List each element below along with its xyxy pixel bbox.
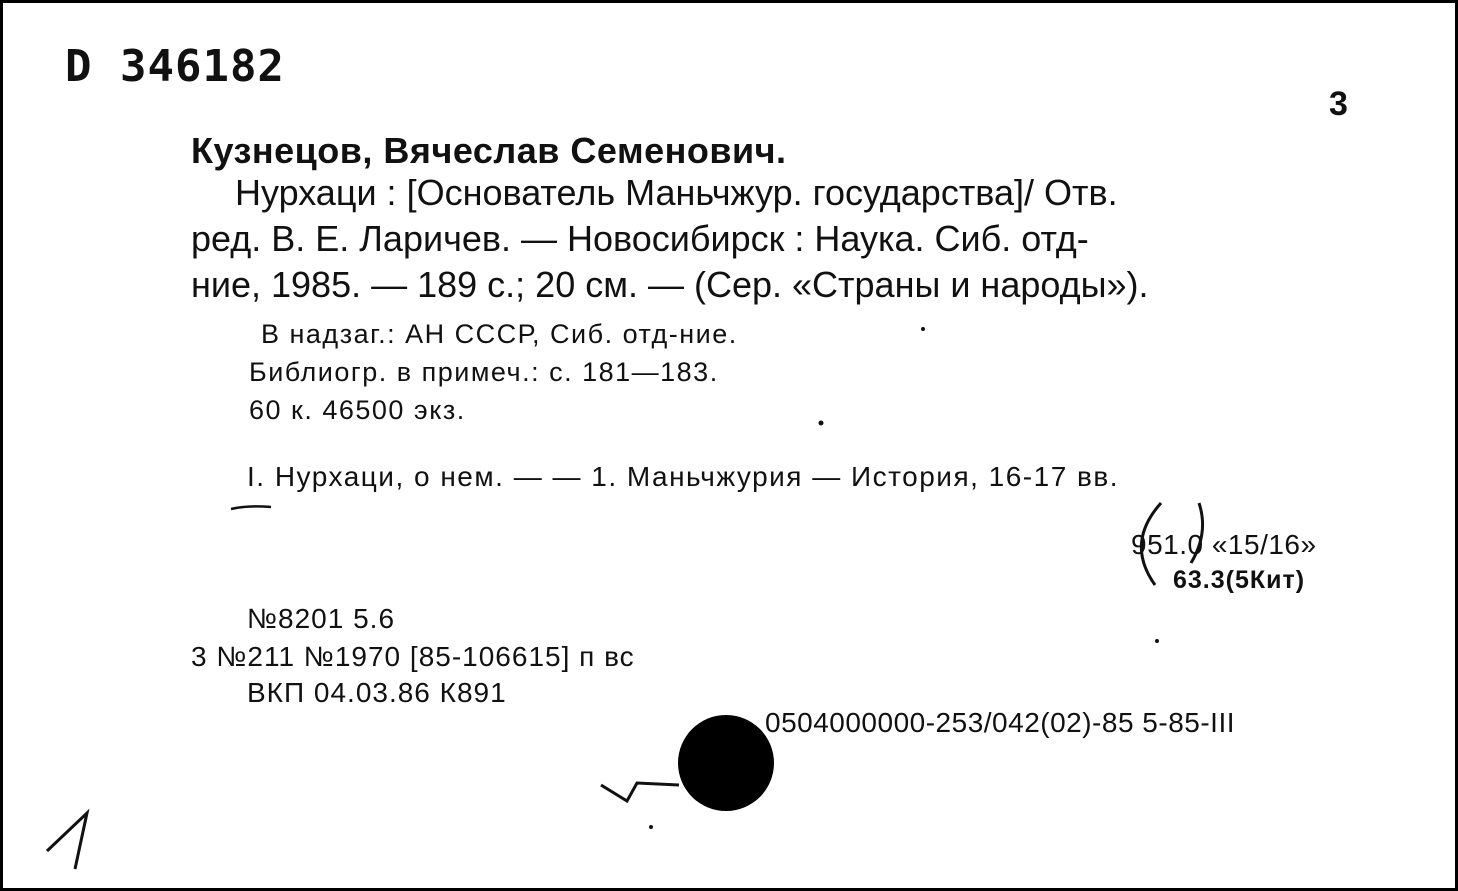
ink-marks xyxy=(3,3,1455,888)
subject-tracings: I. Нурхаци, о нем. — — 1. Маньчжурия — История, 16-17 вв. xyxy=(247,461,1120,492)
accession-line-1: №8201 5.6 xyxy=(247,603,396,634)
author-heading: Кузнецов, Вячеслав Семенович. xyxy=(191,130,787,171)
speck-dot xyxy=(921,327,925,331)
handwritten-one xyxy=(47,813,87,869)
udc-classification: 951.0 «15/16» xyxy=(1131,529,1317,560)
speck-dot xyxy=(819,421,824,426)
call-number: D 346182 xyxy=(65,41,285,92)
isbn-line: 0504000000-253/042(02)-85 5-85-III xyxy=(765,707,1236,738)
accession-line-3: ВКП 04.03.86 К891 xyxy=(247,677,507,708)
pen-slash-mark xyxy=(1191,503,1203,563)
speck-dot xyxy=(1155,639,1159,643)
title-line-1: Нурхаци : [Основатель Маньчжур. государства]/ Отв. xyxy=(235,172,1118,213)
punch-dot xyxy=(678,715,774,811)
title-line-2: ред. В. Е. Ларичев. — Новосибирск : Наука. Сиб. отд- xyxy=(191,218,1089,259)
card-number: 3 xyxy=(1329,85,1348,123)
underline-mark xyxy=(231,506,271,509)
title-line-3: ние, 1985. — 189 с.; 20 см. — (Сер. «Страны и народы»). xyxy=(191,264,1149,305)
check-mark xyxy=(601,783,679,801)
bbk-classification: 63.3(5Кит) xyxy=(1173,566,1306,594)
note-line-1: В надзаг.: АН СССР, Сиб. отд-ние. xyxy=(261,319,738,349)
note-line-2: Библиогр. в примеч.: с. 181—183. xyxy=(249,357,719,387)
pen-bracket-mark xyxy=(1141,503,1161,585)
accession-line-2: 3 №211 №1970 [85-106615] п вс xyxy=(191,641,635,672)
note-line-3: 60 к. 46500 экз. xyxy=(249,395,466,425)
speck-dot xyxy=(649,825,653,829)
